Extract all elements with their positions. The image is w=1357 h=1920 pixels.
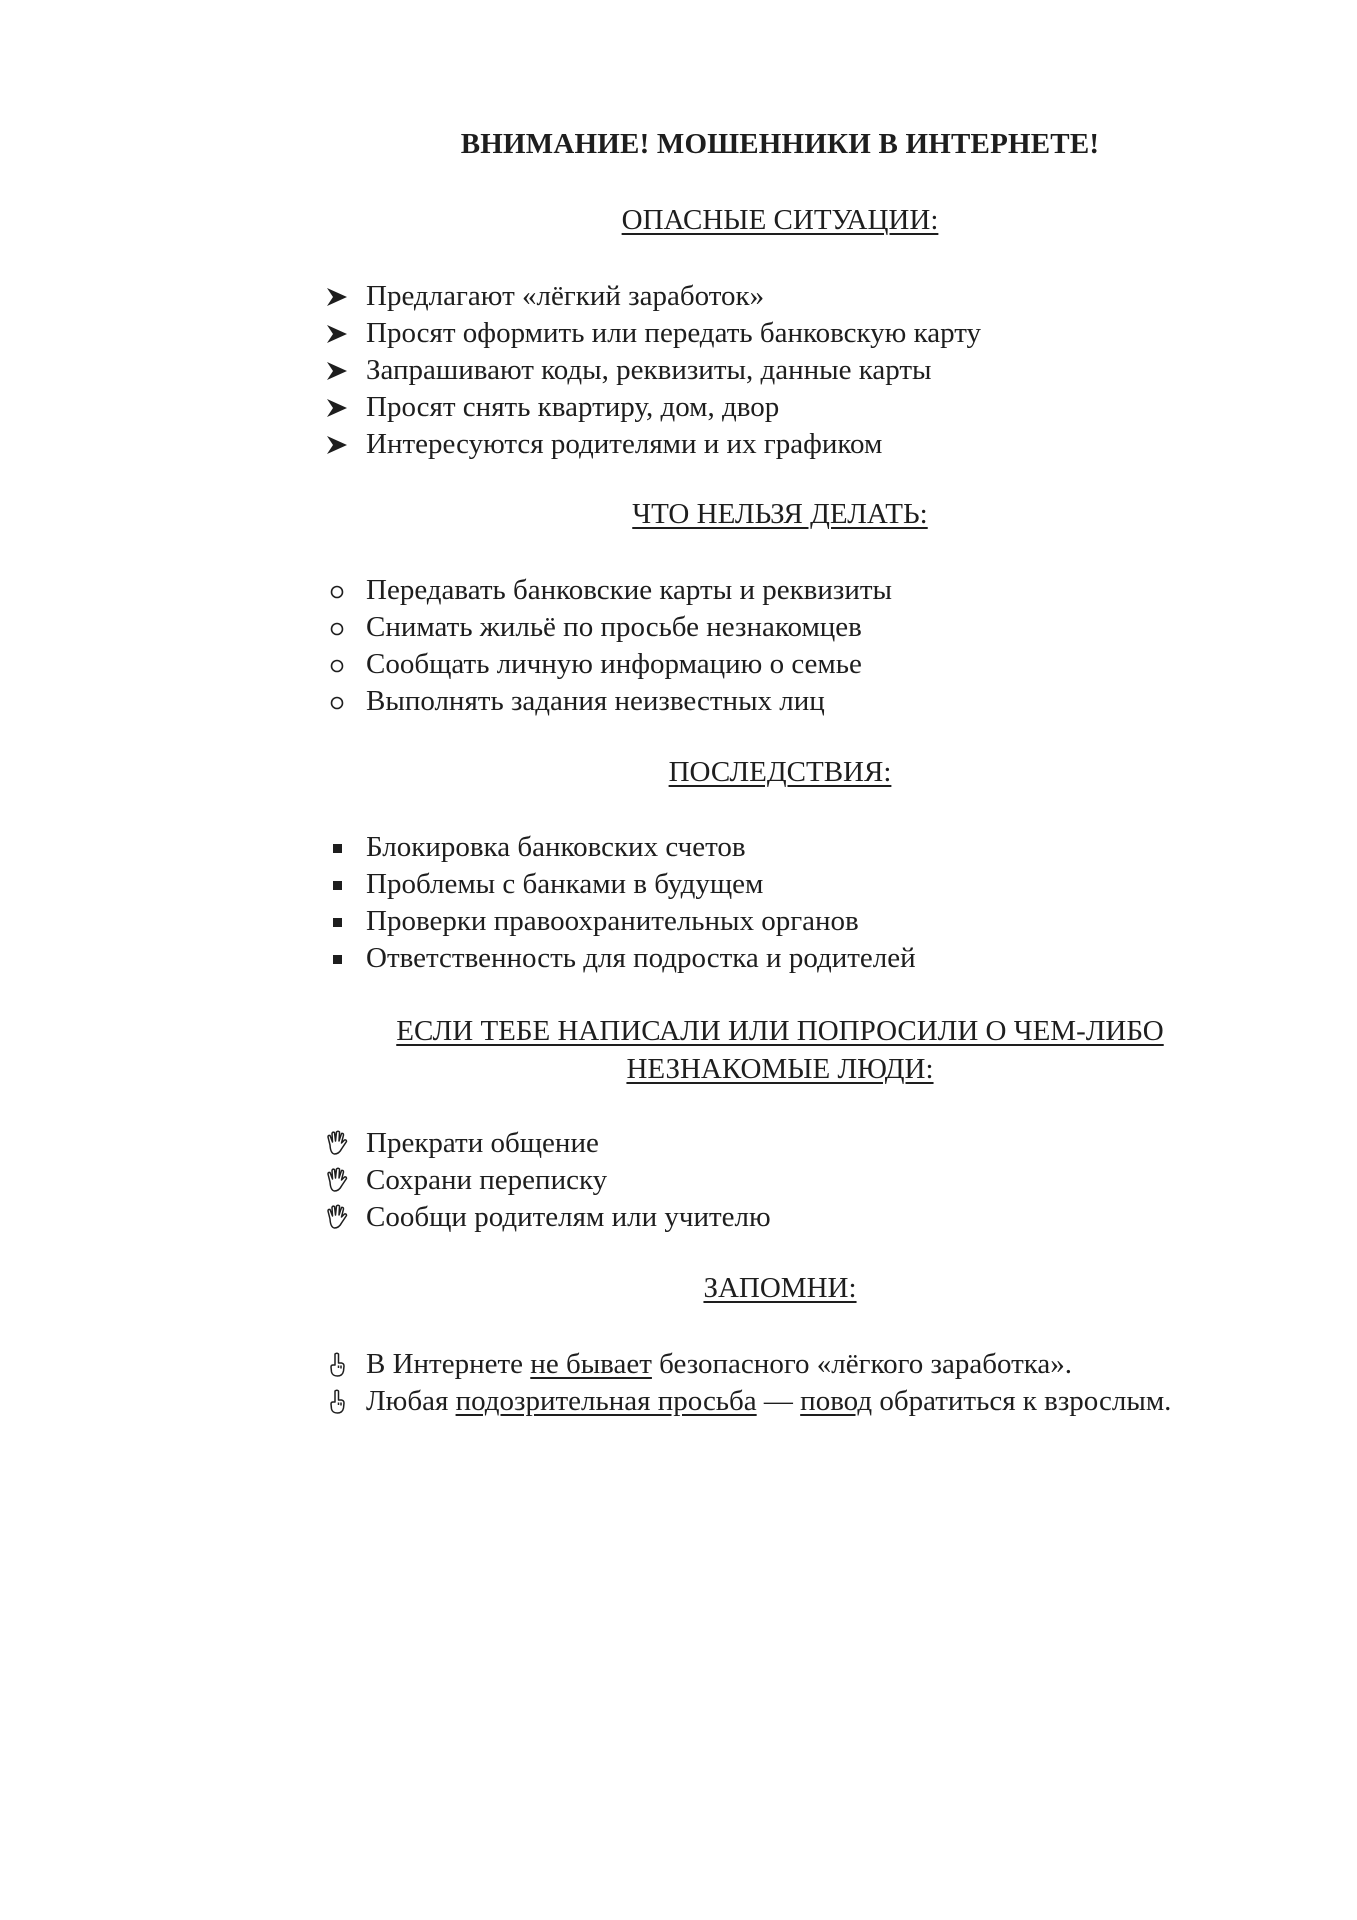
list-item: Просят снять квартиру, дом, двор bbox=[322, 389, 981, 426]
list-item bbox=[322, 1383, 1171, 1420]
pointing-finger-icon bbox=[322, 1346, 352, 1383]
list-forbidden-actions bbox=[322, 572, 892, 720]
list-item: Сообщать личную информацию о семье bbox=[322, 646, 892, 683]
list-item: Предлагают «лёгкий заработок» bbox=[322, 278, 981, 315]
list-consequences bbox=[322, 829, 916, 977]
list-item: Ответственность для подростка и родителей bbox=[322, 940, 916, 977]
list-item: Проверки правоохранительных органов bbox=[322, 903, 916, 940]
heading-consequences: ПОСЛЕДСТВИЯ: bbox=[668, 756, 892, 788]
arrowhead-bullet-icon bbox=[322, 278, 352, 315]
circle-bullet-icon bbox=[322, 609, 352, 646]
heading-dangerous-situations: ОПАСНЫЕ СИТУАЦИИ: bbox=[621, 204, 939, 236]
circle-bullet-icon bbox=[322, 646, 352, 683]
list-item: Проблемы с банками в будущем bbox=[322, 866, 916, 903]
raised-hand-icon bbox=[322, 1125, 352, 1162]
heading-strangers bbox=[0, 1012, 1357, 1088]
raised-hand-icon bbox=[322, 1162, 352, 1199]
heading-remember: ЗАПОМНИ: bbox=[703, 1272, 857, 1304]
list-item: Прекрати общение bbox=[322, 1125, 771, 1162]
arrowhead-bullet-icon bbox=[322, 389, 352, 426]
list-item: Просят оформить или передать банковскую карту bbox=[322, 315, 981, 352]
heading-strangers-line2: НЕЗНАКОМЫЕ ЛЮДИ: bbox=[626, 1053, 934, 1085]
raised-hand-icon bbox=[322, 1199, 352, 1236]
square-bullet-icon bbox=[322, 903, 352, 940]
list-item: Блокировка банковских счетов bbox=[322, 829, 916, 866]
arrowhead-bullet-icon bbox=[322, 426, 352, 463]
square-bullet-icon bbox=[322, 940, 352, 977]
list-dangerous-situations bbox=[322, 278, 981, 463]
list-item: Выполнять задания неизвестных лиц bbox=[322, 683, 892, 720]
document-title: ВНИМАНИЕ! МОШЕННИКИ В ИНТЕРНЕТЕ! bbox=[460, 128, 1100, 160]
list-remember bbox=[322, 1346, 1171, 1420]
arrowhead-bullet-icon bbox=[322, 315, 352, 352]
arrowhead-bullet-icon bbox=[322, 352, 352, 389]
remember-item-1-text: В Интернете не бывает безопасного «лёгкого заработка». bbox=[366, 1348, 1073, 1380]
circle-bullet-icon bbox=[322, 572, 352, 609]
square-bullet-icon bbox=[322, 866, 352, 903]
list-item: Снимать жильё по просьбе незнакомцев bbox=[322, 609, 892, 646]
pointing-finger-icon bbox=[322, 1383, 352, 1420]
list-item: Сохрани переписку bbox=[322, 1162, 771, 1199]
heading-forbidden-actions: ЧТО НЕЛЬЗЯ ДЕЛАТЬ: bbox=[632, 498, 928, 530]
list-item: Интересуются родителями и их графиком bbox=[322, 426, 981, 463]
list-item: Запрашивают коды, реквизиты, данные карты bbox=[322, 352, 981, 389]
square-bullet-icon bbox=[322, 829, 352, 866]
list-strangers-actions bbox=[322, 1125, 771, 1236]
remember-item-2-text: Любая подозрительная просьба — повод обратиться к взрослым. bbox=[366, 1385, 1172, 1417]
heading-strangers-line1: ЕСЛИ ТЕБЕ НАПИСАЛИ ИЛИ ПОПРОСИЛИ О ЧЕМ-ЛИБО bbox=[396, 1015, 1164, 1047]
list-item: Сообщи родителям или учителю bbox=[322, 1199, 771, 1236]
list-item bbox=[322, 1346, 1171, 1383]
list-item: Передавать банковские карты и реквизиты bbox=[322, 572, 892, 609]
circle-bullet-icon bbox=[322, 683, 352, 720]
